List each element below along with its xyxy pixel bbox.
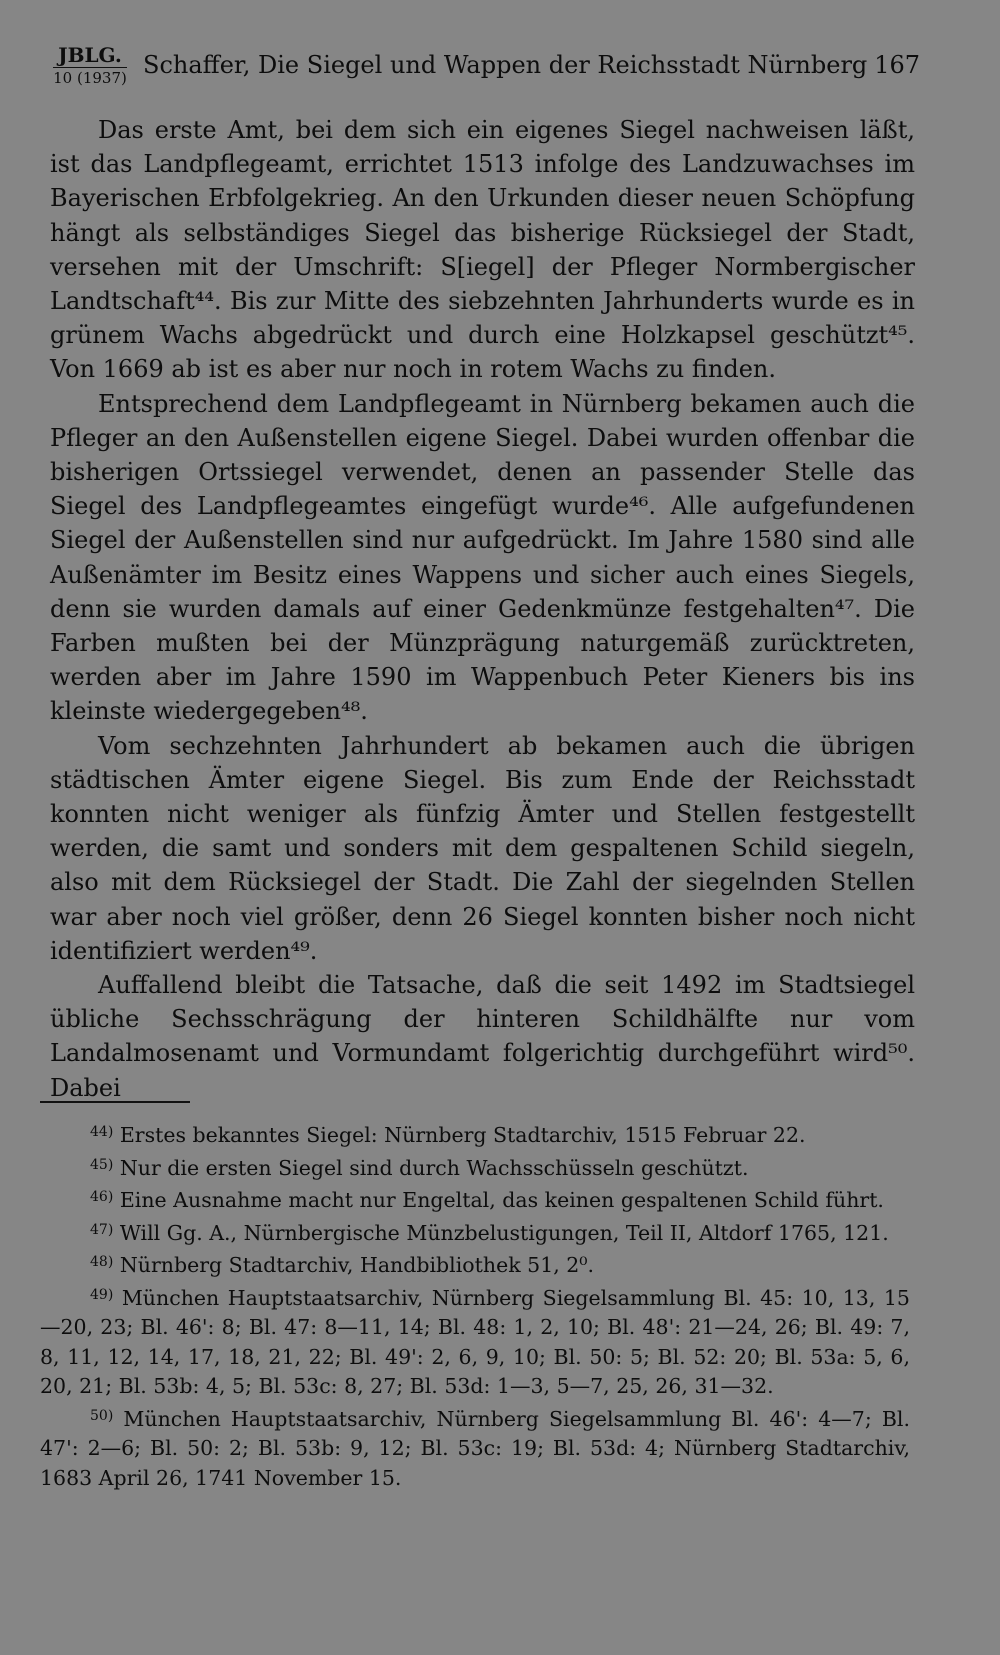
footnote-text: München Hauptstaatsarchiv, Nürnberg Siegelsammlung Bl. 46': 4—7; Bl. 47': 2—6; Bl. 50: 2; Bl. 53b: 9, 12; Bl. 53c: 19; Bl. 53d: 4; Nürnberg Stadtarchiv, 1683 April 26, 1741 November 15. — [40, 1406, 910, 1490]
footnote-text: Eine Ausnahme macht nur Engeltal, das keinen gespaltenen Schild führt. — [119, 1188, 884, 1212]
paragraph: Das erste Amt, bei dem sich ein eigenes Siegel nachweisen läßt, ist das Landpflegeamt, errichtet 1513 infolge des Landzuwachses im Bayerischen Erbfolgekrieg. An den Urkunden dieser neuen Schöpfung hängt als selbständiges Siegel das bisherige Rücksiegel der Stadt, versehen mit der Umschrift: S[iegel] der Pfleger Normbergischer Landtschaft⁴⁴. Bis zur Mitte des siebzehnten Jahrhunderts wurde es in grünem Wachs abgedrückt und durch eine Holzkapsel geschützt⁴⁵. Von 1669 ab ist es aber nur noch in rotem Wachs zu finden. — [50, 116, 915, 384]
paragraph: Entsprechend dem Landpflegeamt in Nürnberg bekamen auch die Pfleger an den Außenstellen eigene Siegel. Dabei wurden offenbar die bisherigen Ortssiegel verwendet, denen an passender Stelle das Siegel des Landpflegeamtes eingefügt wurde⁴⁶. Alle aufgefundenen Siegel der Außenstellen sind nur aufgedrückt. Im Jahre 1580 sind alle Außenämter im Besitz eines Wappens und sicher auch eines Siegels, denn sie wurden damals auf einer Gedenkmünze festgehalten⁴⁷. Die Farben mußten bei der Münzprägung naturgemäß zurücktreten, werden aber im Jahre 1590 im Wappenbuch Peter Kieners bis ins kleinste wiedergegeben⁴⁸. — [50, 389, 915, 726]
footnote — [40, 1216, 910, 1249]
footnote-text: München Hauptstaatsarchiv, Nürnberg Siegelsammlung Bl. 45: 10, 13, 15—20, 23; Bl. 46': 8; Bl. 47: 8—11, 14; Bl. 48: 1, 2, 10; Bl. 48': 21—24, 26; Bl. 49: 7, 8, 11, 12, 14, 17, 18, 21, 22; Bl. 49': 2, 6, 9, 10; Bl. 50: 5; Bl. 52: 20; Bl. 53a: 5, 6, 20, 21; Bl. 53b: 4, 5; Bl. 53c: 8, 27; Bl. 53d: 1—3, 5—7, 25, 26, 31—32. — [40, 1285, 910, 1398]
paragraph: Vom sechzehnten Jahrhundert ab bekamen auch die übrigen städtischen Ämter eigene Siegel. Bis zum Ende der Reichsstadt konnten nicht weniger als fünfzig Ämter und Stellen festgestellt werden, die samt und sonders mit dem gespaltenen Schild siegeln, also mit dem Rücksiegel der Stadt. Die Zahl der siegelnden Stellen war aber noch viel größer, denn 26 Siegel konnten bisher noch nicht identifiziert werden⁴⁹. — [50, 731, 915, 965]
paragraph: Auffallend bleibt die Tatsache, daß die seit 1492 im Stadtsiegel übliche Sechsschrägung der hinteren Schildhälfte nur vom Landalmosenamt und Vormundamt folgerichtig durchgeführt wird⁵⁰. Dabei — [50, 971, 915, 1102]
running-title: Schaffer, Die Siegel und Wappen der Reichsstadt Nürnberg — [143, 51, 868, 79]
footnote-number: 49) — [90, 1286, 114, 1303]
page-header — [50, 40, 920, 95]
footnote-number: 50) — [90, 1407, 114, 1424]
footnote — [40, 1118, 910, 1151]
footnote-number: 44) — [90, 1124, 114, 1140]
page-number: 167 — [874, 51, 920, 79]
footnote — [40, 1402, 910, 1494]
footnote-separator — [40, 1101, 190, 1103]
footnote — [40, 1183, 910, 1216]
footnote-text: Erstes bekanntes Siegel: Nürnberg Stadtarchiv, 1515 Februar 22. — [119, 1123, 806, 1147]
journal-abbreviation: JBLG. — [58, 43, 122, 67]
footnote — [40, 1151, 910, 1184]
journal-volume: 10 (1937) — [53, 69, 127, 87]
journal-reference — [50, 44, 130, 86]
footnote-number: 47) — [90, 1221, 114, 1238]
footnote-text: Nürnberg Stadtarchiv, Handbibliothek 51, 2⁰. — [119, 1253, 595, 1277]
footnotes — [40, 1118, 910, 1493]
footnote-text: Will Gg. A., Nürnbergische Münzbelustigungen, Teil II, Altdorf 1765, 121. — [119, 1220, 889, 1245]
fraction-rule — [53, 67, 127, 68]
footnote-text: Nur die ersten Siegel sind durch Wachsschüsseln geschützt. — [119, 1155, 749, 1180]
body-text — [50, 113, 915, 1105]
footnote — [40, 1281, 910, 1402]
footnote-number: 45) — [90, 1156, 114, 1173]
footnote — [40, 1248, 910, 1281]
footnote-number: 46) — [90, 1189, 114, 1205]
footnote-number: 48) — [90, 1254, 114, 1270]
